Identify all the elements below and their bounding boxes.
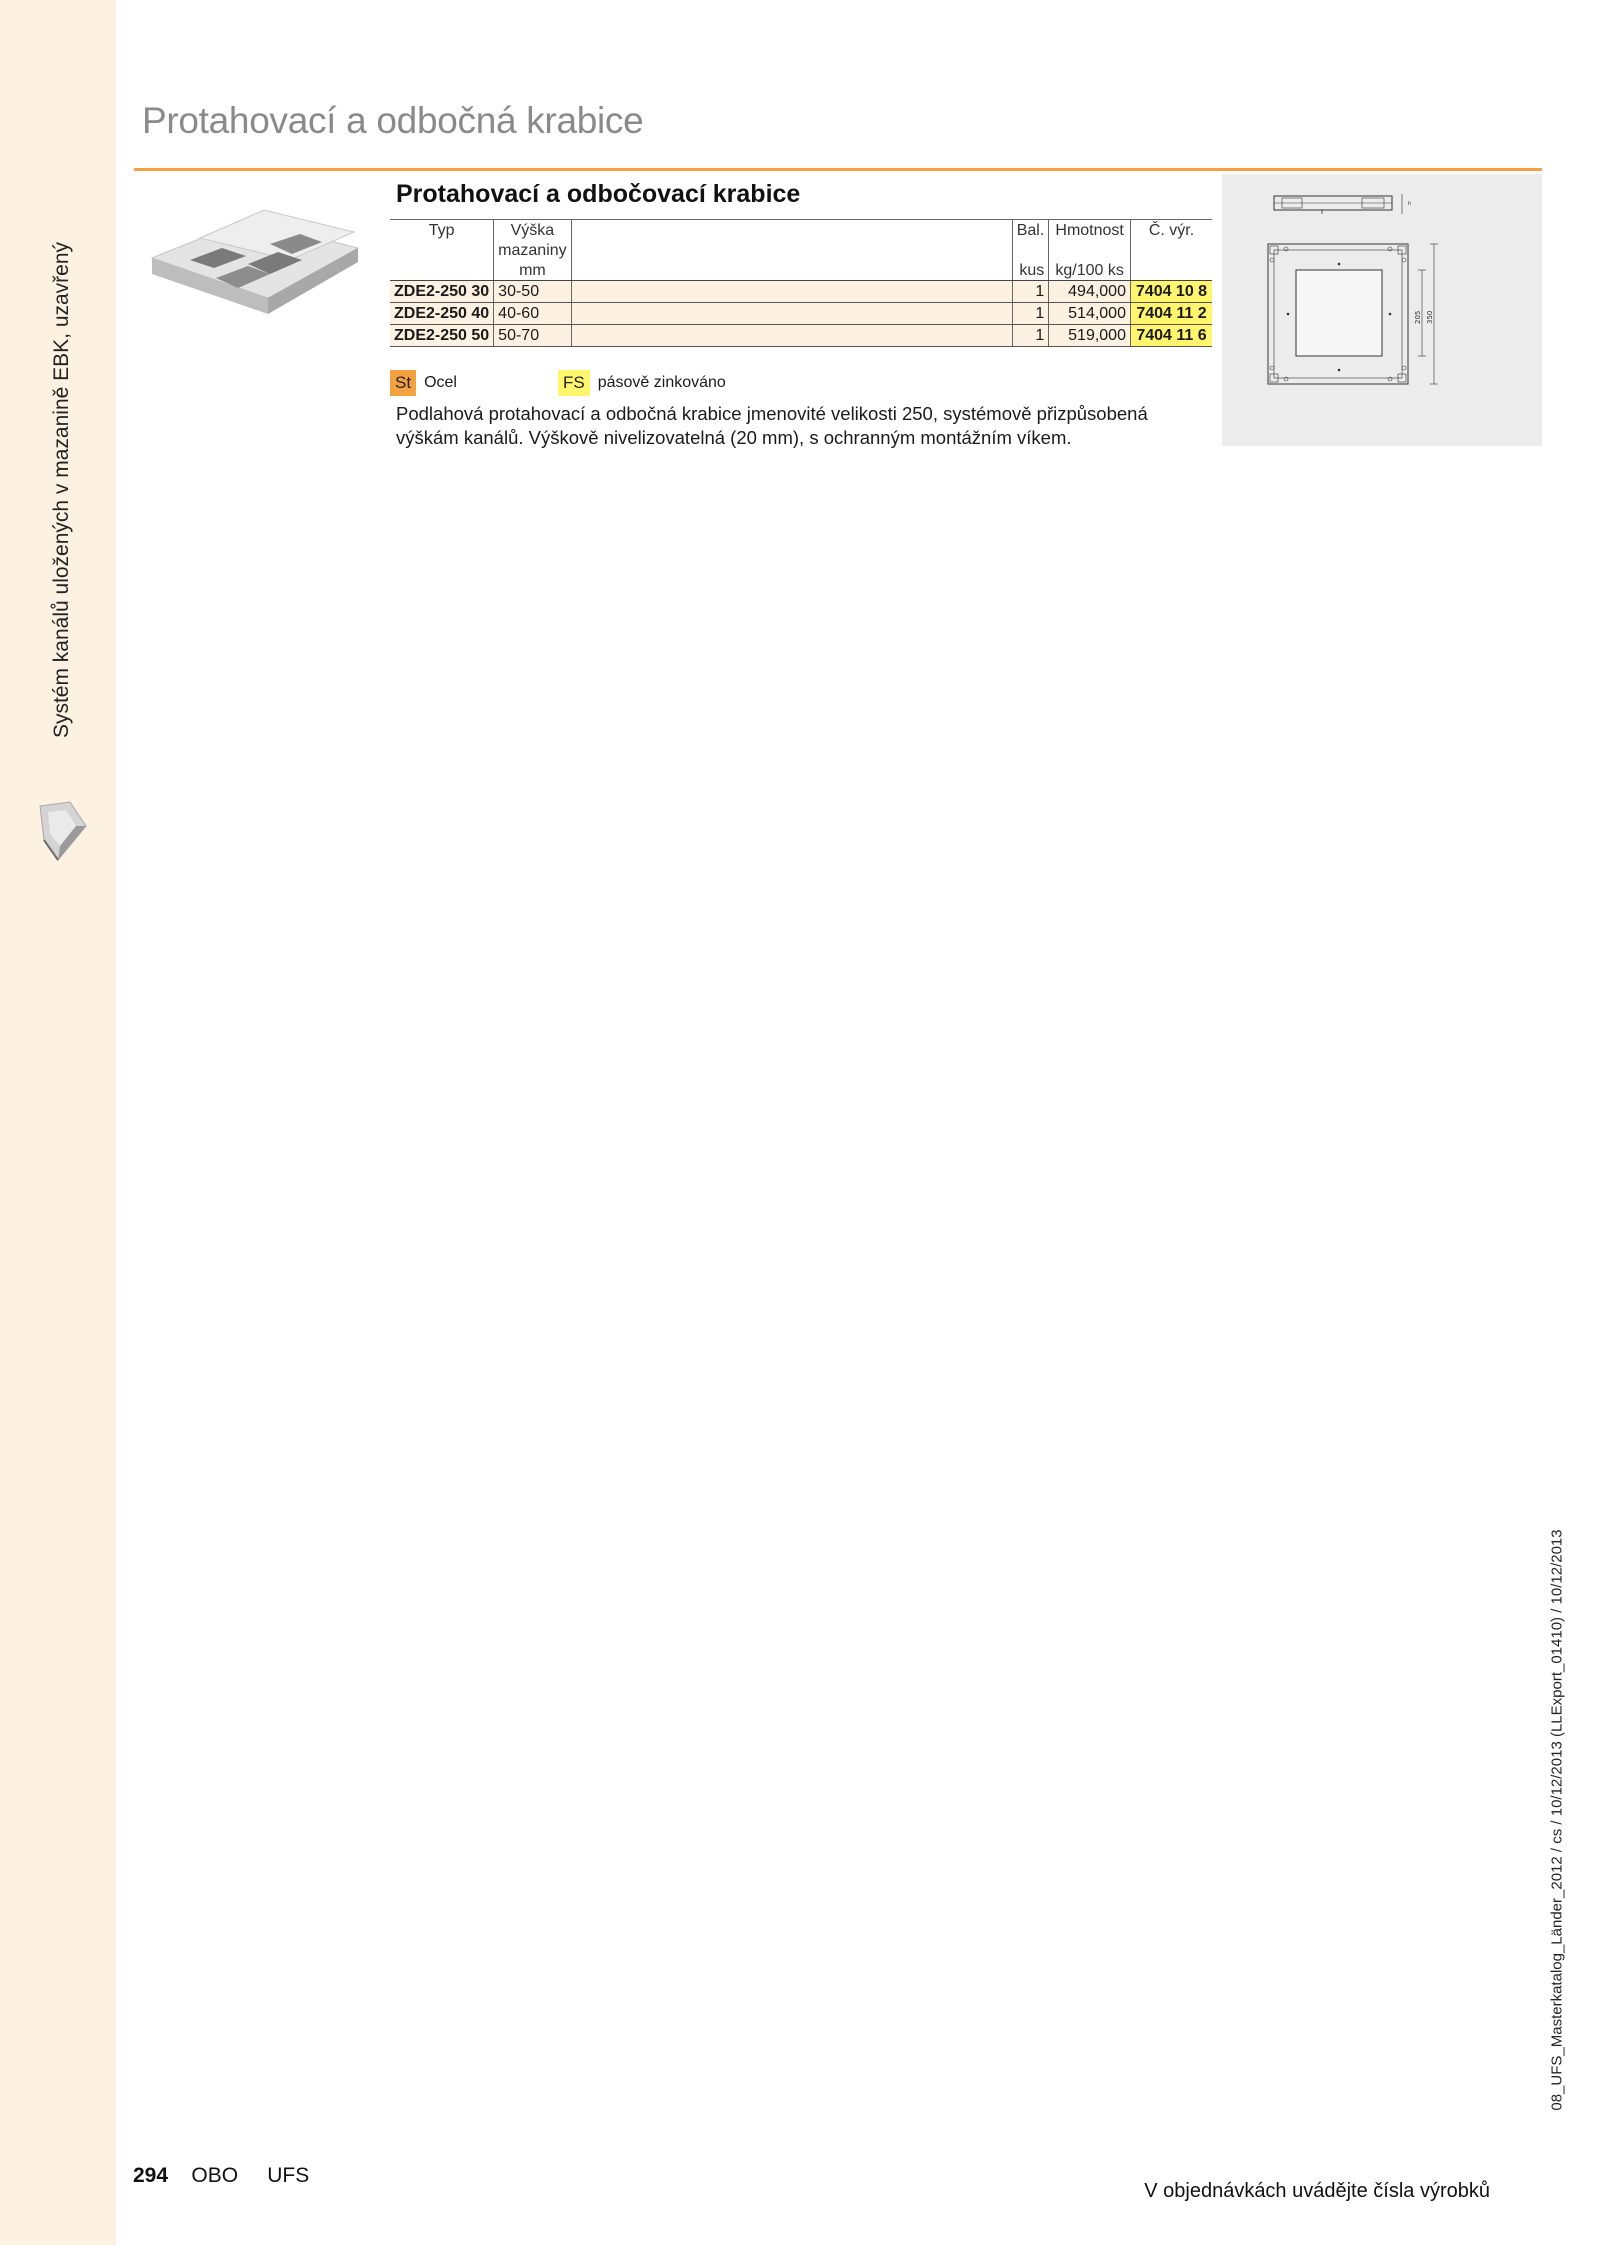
col-header-height: Výška (494, 220, 571, 241)
cell-weight: 514,000 (1049, 303, 1131, 325)
cell-height: 30-50 (494, 281, 571, 303)
product-table (390, 219, 1212, 347)
ebk-product-icon (36, 800, 90, 864)
cell-weight: 519,000 (1049, 325, 1131, 347)
cell-height: 50-70 (494, 325, 571, 347)
table-header-row (390, 220, 1212, 241)
footer-section: UFS (267, 2164, 310, 2187)
footer-page-info (133, 2164, 309, 2188)
table-unit-row (390, 260, 1212, 281)
cell-type: ZDE2-250 40 (390, 303, 494, 325)
svg-text:h: h (1408, 201, 1412, 207)
col-header-height-line2: mazaniny (494, 240, 571, 260)
page-number: 294 (133, 2164, 169, 2187)
badge-fs: FS (558, 370, 590, 396)
cell-code: 7404 11 6 (1130, 325, 1212, 347)
table-row (390, 303, 1212, 325)
sidebar-section-title: Systém kanálů uložených v mazanině EBK, uzavřený (50, 241, 73, 739)
unit-pack: kus (1012, 260, 1049, 281)
legend-finish (558, 368, 726, 398)
col-header-weight: Hmotnost (1049, 220, 1131, 241)
cell-type: ZDE2-250 50 (390, 325, 494, 347)
title-divider (134, 168, 1542, 171)
sidebar-band (0, 0, 116, 2245)
cell-type: ZDE2-250 30 (390, 281, 494, 303)
cell-pack: 1 (1012, 303, 1049, 325)
footer-brand: OBO (191, 2164, 239, 2187)
footer-note: V objednávkách uvádějte čísla výrobků (1144, 2180, 1490, 2202)
product-photo (146, 196, 366, 321)
product-description: Podlahová protahovací a odbočná krabice jmenovité velikosti 250, systémově přizpůsobená výškám kanálů. Výškově nivelizovatelná (20 mm), s ochranným montážním víkem. (396, 403, 1148, 448)
legend-material (390, 368, 457, 398)
cell-pack: 1 (1012, 325, 1049, 347)
cell-height: 40-60 (494, 303, 571, 325)
product-heading: Protahovací a odbočovací krabice (396, 180, 801, 208)
cell-code: 7404 10 8 (1130, 281, 1212, 303)
page-title: Protahovací a odbočná krabice (142, 100, 644, 141)
col-header-pack: Bal. (1012, 220, 1049, 241)
legend-finish-label: pásově zinkováno (597, 374, 726, 391)
cell-pack: 1 (1012, 281, 1049, 303)
dimension-inner: 205 (1414, 310, 1422, 324)
unit-height: mm (494, 260, 571, 281)
table-row (390, 325, 1212, 347)
col-header-type: Typ (390, 220, 494, 241)
badge-st: St (390, 370, 416, 396)
technical-drawing (1222, 174, 1542, 446)
table-row (390, 281, 1212, 303)
cell-weight: 494,000 (1049, 281, 1131, 303)
table-header-row-2 (390, 240, 1212, 260)
dimension-outer: 350 (1426, 310, 1434, 324)
document-meta: 08_UFS_Masterkatalog_Länder_2012 / cs / 10/12/2013 (LLExport_01410) / 10/12/2013 (1548, 1529, 1566, 2111)
legend-material-label: Ocel (424, 374, 457, 391)
col-header-code: Č. výr. (1148, 222, 1195, 239)
unit-weight: kg/100 ks (1049, 260, 1131, 281)
cell-code: 7404 11 2 (1130, 303, 1212, 325)
